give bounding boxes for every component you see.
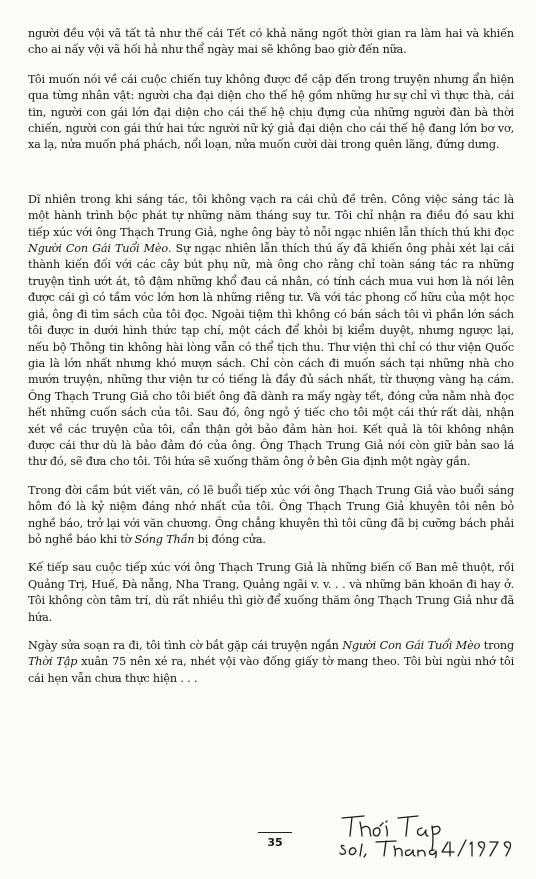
text-run: Kế tiếp sau cuộc tiếp xúc với ông Thạch Trung Giả là những biến cố Ban mê thuột, rồi Quảng Trị, Huế, Đà nẵng, Nha Trang, Quảng ngãi v. v. . . và những băn khoăn đi hay ở. Tôi không còn tâm trí, dù rất nhiều thì giờ để xuống thăm ông Thạch Trung Giả như đã hứa. [28, 561, 514, 624]
paragraph [28, 560, 514, 626]
article-body [28, 26, 514, 687]
text-run: . Sự ngạc nhiên lẫn thích thú ấy đã khiến ông phải xét lại cái thành kiến đối với các cây bút phụ nữ, mà ông cho rằng chỉ toàn sáng tác ra những truyện tình ướt át, tô đậm những khổ đau cá nhân, có tính cách mua vui hơn là nói lên được cái gì có tầm vóc lớn hơn là những riêng tư. Và với tác phong cố hữu của một học giả, ông đi tìm sách của tôi đọc. Ngoài tiệm thì không có bán sách tôi vì phần lớn sách tôi được in dưới hình thức tạp chí, một cách để khỏi bị kiểm duyệt, nhưng ngược lại, nếu bộ Thông tin không hài lòng vẫn có thể tịch thu. Thư viện thì chỉ có thư viện Quốc gia là lớn nhất nhưng khó mượn sách. Chỉ còn cách đi muốn sách tại những nhà cho mướn truyện, những thư viện tư có tiếng là đầy đủ sách nhất, từ thượng vàng hạ cám. Ông Thạch Trung Giả cho tôi biết ông đã dành ra mấy ngày tết, đóng cửa nằm nhà đọc hết những cuốn sách của tôi. Sau đó, ông ngỏ ý tiếc cho tôi một cái thứ rất dài, nhận xét về các truyện của tôi, cẩn thận gởi bảo đảm hàn hoi. Kết quả là tôi không nhận được cái thư dù là bảo đảm đó của ông. Ông Thạch Trung Giả nói còn giữ bản sao lá thư đó, sẽ đưa cho tôi. Tôi hứa sẽ xuống thăm ông ở bên Gia định một ngày gần. [28, 242, 515, 469]
paragraph [28, 26, 514, 59]
signature-drawing [338, 810, 528, 858]
text-run: Trong đời cầm bút viết văn, có lẽ buổi tiếp xúc với ông Thạch Trung Giả vào buổi sáng hôm đó là kỷ niệm đáng nhớ nhất của tôi. Ông Thạch Trung Giả khuyên tôi nên bỏ nghề báo, trở lại với văn chương. Ông chẳng khuyên thì tôi cũng đã bị cưỡng bách phải bỏ nghề báo khi tờ [28, 483, 514, 546]
text-run: xuân 75 nên xé ra, nhét vội vào đống giấy tờ mang theo. Tôi bùi ngùi nhớ tôi cái hẹn vẫn chưa thực hiện . . . [28, 655, 514, 685]
italic-title: Sóng Thần [134, 532, 195, 546]
paragraph [28, 483, 514, 549]
handwritten-signature [338, 810, 528, 858]
text-run: Ngày sửa soạn ra đi, tôi tình cờ bắt gặp cái truyện ngắn [28, 639, 343, 652]
page-number: 35 [258, 832, 292, 849]
paragraph [28, 72, 514, 154]
paragraph [28, 192, 514, 471]
italic-title: Người Con Gái Tuổi Mèo [342, 639, 481, 652]
text-run: Dĩ nhiên trong khi sáng tác, tôi không vạch ra cái chủ đề trên. Công việc sáng tác là một hành trình bộc phát tự những năm tháng suy tư. Tôi chỉ nhận ra điều đó sau khi tiếp xúc với ông Thạch Trung Giả, nghe ông bày tỏ nỗi ngạc nhiên lẫn thích thú khi đọc [28, 192, 514, 239]
paragraph [28, 638, 514, 687]
text-run: trong [480, 639, 514, 652]
italic-title: Thời Tập [28, 655, 78, 669]
text-run: Tôi muốn nói về cái cuộc chiến tuy không được đề cập đến trong truyện nhưng ẩn hiện qua từng nhân vật: người cha đại diện cho thế hệ gồm những hư sự chỉ vì thực thà, cái tin, người con gái lớn đại diện cho cái thế hệ chịu đựng của những người đàn bà thời chiến, người con gái thứ hai tức người nữ ký giả đại diện cho cái thế hệ đang lớn bơ vơ, xa lạ, nửa muốn phá phách, nổi loạn, nửa muốn cười dài trong quên lãng, đứng dưng. [28, 72, 514, 152]
page-footer [0, 832, 536, 872]
italic-title: Người Con Gái Tuổi Mèo [28, 242, 168, 256]
text-run: người đều vội vã tất tả như thế cái Tết có khả năng ngốt thời gian ra làm hai và khiến cho ai nấy vội vã hối hả như thể ngày mai sẽ không bao giờ đến nữa. [28, 27, 514, 57]
text-run: bị đóng cửa. [194, 532, 266, 546]
